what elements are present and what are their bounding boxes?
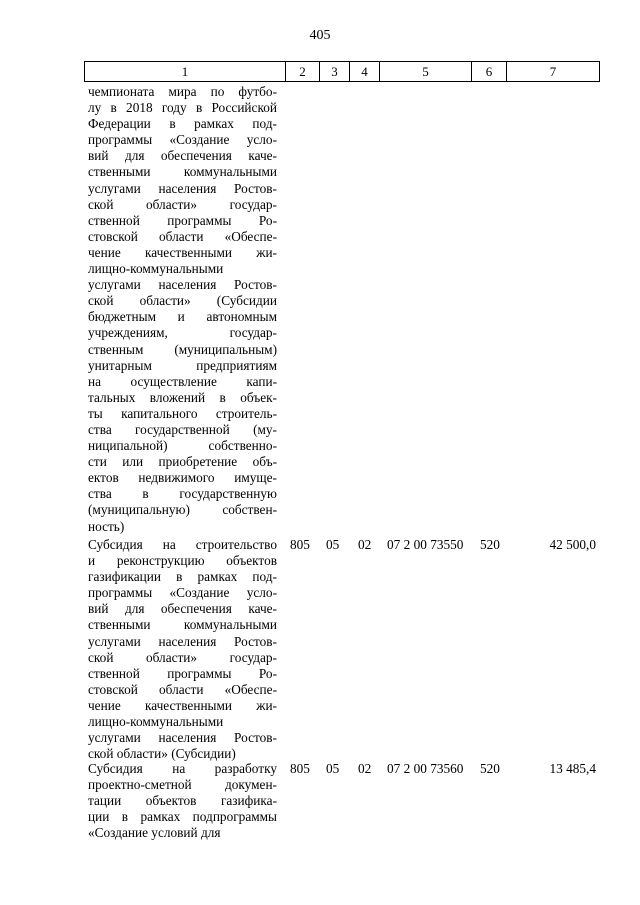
description-line: учреждениям, государ- [88,325,277,341]
cell-col-5: 07 2 00 73550 [387,537,464,552]
description-line: программы «Создание усло- [88,132,277,148]
description-line: услугами населения Ростов- [88,277,277,293]
row-description [88,84,277,535]
description-line: лищно-коммунальными [88,261,224,277]
cell-col-6: 520 [480,537,500,552]
cell-col-7: 13 485,4 [549,761,596,776]
description-line: вий для обеспечения каче- [88,148,277,164]
description-line: бюджетным и автономным [88,309,277,325]
row-description [88,761,277,841]
description-line: (муниципальную) собствен- [88,502,277,518]
header-col-6: 6 [472,62,507,81]
description-line: услугами населения Ростов- [88,180,277,196]
description-line: ственной программы Ро- [88,665,277,681]
header-col-7: 7 [549,64,557,79]
description-line: ственной программы Ро- [88,212,277,228]
description-line: тации объектов газифика- [88,793,277,809]
description-line: «Создание условий для [88,825,221,841]
description-line: Субсидия на строительство [88,537,277,552]
cell-col-4: 02 [358,537,372,552]
description-line: ции в рамках подпрограммы [88,809,277,825]
description-line: унитарным предприятиям [88,357,277,373]
description-line: чение качественными жи- [88,244,277,260]
table-row [88,537,600,762]
description-line: лищно-коммунальными [88,714,224,730]
description-line: ской области» (Субсидии [88,293,277,309]
description-line: ской области» государ- [88,196,277,212]
table-row [88,84,600,535]
description-line: чение качественными жи- [88,697,277,713]
description-line: программы «Создание усло- [88,585,277,601]
description-line: стовской области «Обеспе- [88,228,277,244]
description-line: проектно-сметной докумен- [88,777,277,793]
cell-col-6: 520 [480,761,500,776]
header-col-3: 3 [320,62,350,81]
description-line: ства в государственную [88,486,277,502]
description-line: лу в 2018 году в Российской [88,100,277,116]
description-line: ты капитального строитель- [88,405,277,421]
header-col-2: 2 [286,62,320,81]
header-col-1: 1 [85,62,286,81]
header-col-5: 5 [380,62,472,81]
description-line: ской области» (Субсидии) [88,746,236,762]
description-line: Федерации в рамках под- [88,116,277,132]
cell-col-5: 07 2 00 73560 [387,761,464,776]
description-line: ственными коммунальными [88,617,277,633]
cell-col-4: 02 [358,761,372,776]
row-description [88,537,277,762]
page-number: 405 [309,28,331,43]
description-line: ства государственной (му- [88,421,277,437]
description-line: Субсидия на разработку [88,761,277,776]
description-line: сти или приобретение объ- [88,454,277,470]
cell-col-3: 05 [326,761,340,776]
description-line: чемпионата мира по футбо- [88,84,277,99]
description-line: на осуществление капи- [88,373,277,389]
description-line: ниципальной) собственно- [88,438,277,454]
description-line: услугами населения Ростов- [88,730,277,746]
description-line: ность) [88,518,125,534]
description-line: тальных вложений в объек- [88,389,277,405]
description-line: вий для обеспечения каче- [88,601,277,617]
cell-col-7: 42 500,0 [549,537,596,552]
header-col-4: 4 [350,62,380,81]
table-header [84,61,600,82]
description-line: ственными коммунальными [88,164,277,180]
description-line: и реконструкцию объектов [88,553,277,569]
description-line: стовской области «Обеспе- [88,681,277,697]
description-line: ектов недвижимого имуще- [88,470,277,486]
description-line: ской области» государ- [88,649,277,665]
description-line: газификации в рамках под- [88,569,277,585]
description-line: услугами населения Ростов- [88,633,277,649]
description-line: ственным (муниципальным) [88,341,277,357]
cell-col-2: 805 [290,537,310,552]
cell-col-2: 805 [290,761,310,776]
cell-col-3: 05 [326,537,340,552]
table-row [88,761,600,841]
